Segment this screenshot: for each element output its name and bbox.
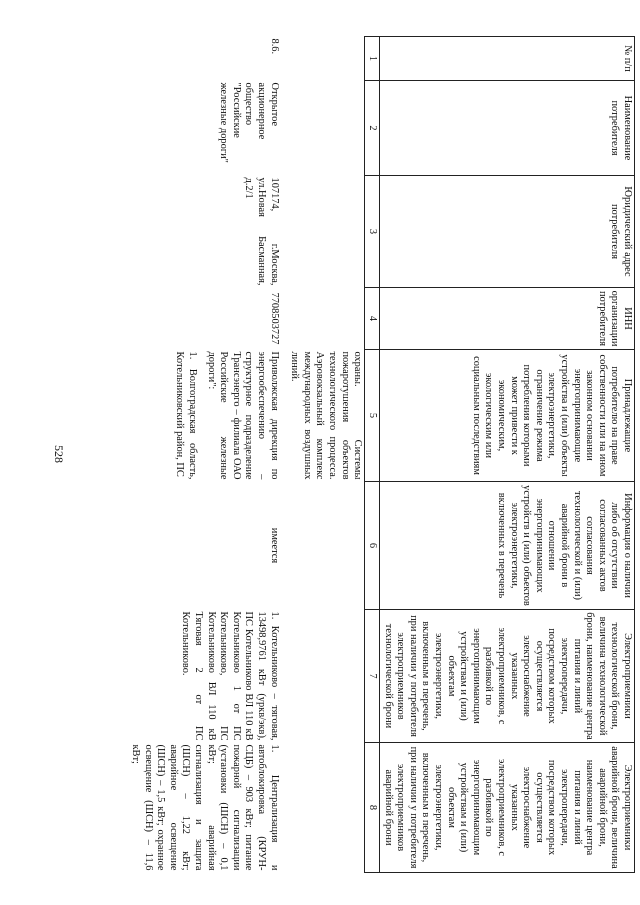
- belonging-main-text: Приволжская дирекция по энергообеспечению – структурное подразделение Трансэнерго – филиала ОАО Российские железные дороги":: [205, 351, 280, 480]
- belonging-cell: [127, 350, 280, 482]
- column-index: 8: [365, 743, 380, 873]
- continuation-cell: охраны. Системы пожаротушения объектов технологического процесса. Аэровокзальный комплекс международных воздушных линий.: [289, 351, 364, 480]
- header-row: [380, 37, 635, 873]
- info-cell: имеется: [268, 527, 280, 564]
- column-index: 2: [365, 81, 380, 176]
- header-address: Юридический адрес потребителя: [380, 176, 635, 288]
- header-name: Наименование потребителя: [380, 81, 635, 176]
- rotated-page: [85, 30, 635, 880]
- header-belonging: Принадлежащие потребителю на праве собственности или на ином законном основании энергопринимающие устройства и (или) объекты электроэнергетики, ограничение режима потребления которыми может привести к экономическим, экологическим или социальным последствиям: [380, 350, 635, 482]
- consumer-register-table: [127, 36, 635, 873]
- header-info: Информация о наличии либо об отсутствии согласованных актов согласования технологической и (или) аварийной брони в отношении энергопринимающих устройств и (или) объектов электроэнергетики, включенных в перечень: [380, 482, 635, 610]
- table-row: [127, 37, 280, 873]
- column-index-row: [365, 37, 380, 873]
- column-index: 6: [365, 482, 380, 610]
- row-number: 8.6.: [268, 38, 280, 55]
- belonging-sub-text: 1. Волгоградская область, Котельниковский район, ПС: [174, 351, 198, 480]
- consumer-address: 107174, г.Москва, ул.Новая Басманная, д.2/1: [243, 177, 280, 286]
- header-inn: ИНН организации потребителя: [380, 288, 635, 350]
- consumer-name: Открытое акционерное общество "Российские железные дороги": [218, 82, 280, 163]
- column-index: 7: [365, 610, 380, 743]
- consumer-inn: 7708503727: [268, 292, 280, 345]
- page-number: 528: [52, 445, 66, 463]
- continuation-row: [287, 37, 365, 873]
- column-index: 1: [365, 37, 380, 81]
- emergency-reserve-cell: 1. Централизация и автоблокировка (КРУН-СЦБ) – 903 кВт; питание пожарной сигнализации (установки (ШСН) – 0,1 кВт; аварийная сигнализация и защита (ШСН) – 1,22 кВт; аварийное освещение (ШСН) – 1,5 кВт; охранное освещение (ШСН) – 11,6 кВт;: [130, 744, 280, 871]
- tech-reserve-cell: 1. Котельниково – тяговая, 13498,9761 кВт (уркв/экв), ПС Котельниково ВЛ 110 кВ Котельниково 1 от ПС Котельниково, ПС Котельниково ВЛ 110 кВ Тяговая 2 от ПС Котельниково.: [180, 611, 280, 741]
- column-index: 4: [365, 288, 380, 350]
- column-index: 3: [365, 176, 380, 288]
- header-num: № п/п: [380, 37, 635, 81]
- header-tech-reserve: Электроприемники технологической брони, величина технологической брони, наименование центра питания и линий электропередачи, посредством которых осуществляется электроснабжение указанных электроприемников, с разбивкой по энергопринимающим устройствам и (или) объектам электроэнергетики, включенным в перечень, при наличии у потребителя электроприемников технологической брони: [380, 610, 635, 743]
- header-emergency-reserve: Электроприемники аварийной брони, величина аварийной брони, наименование центра питания и линий электропередачи, посредством которых осуществляется электроснабжение указанных электроприемников, с разбивкой по энергопринимающим устройствам и (или) объектам электроэнергетики, включенным в перечень, при наличии у потребителя электроприемников аварийной брони: [380, 743, 635, 873]
- rotated-page-wrapper: [85, 30, 635, 880]
- column-index: 5: [365, 350, 380, 482]
